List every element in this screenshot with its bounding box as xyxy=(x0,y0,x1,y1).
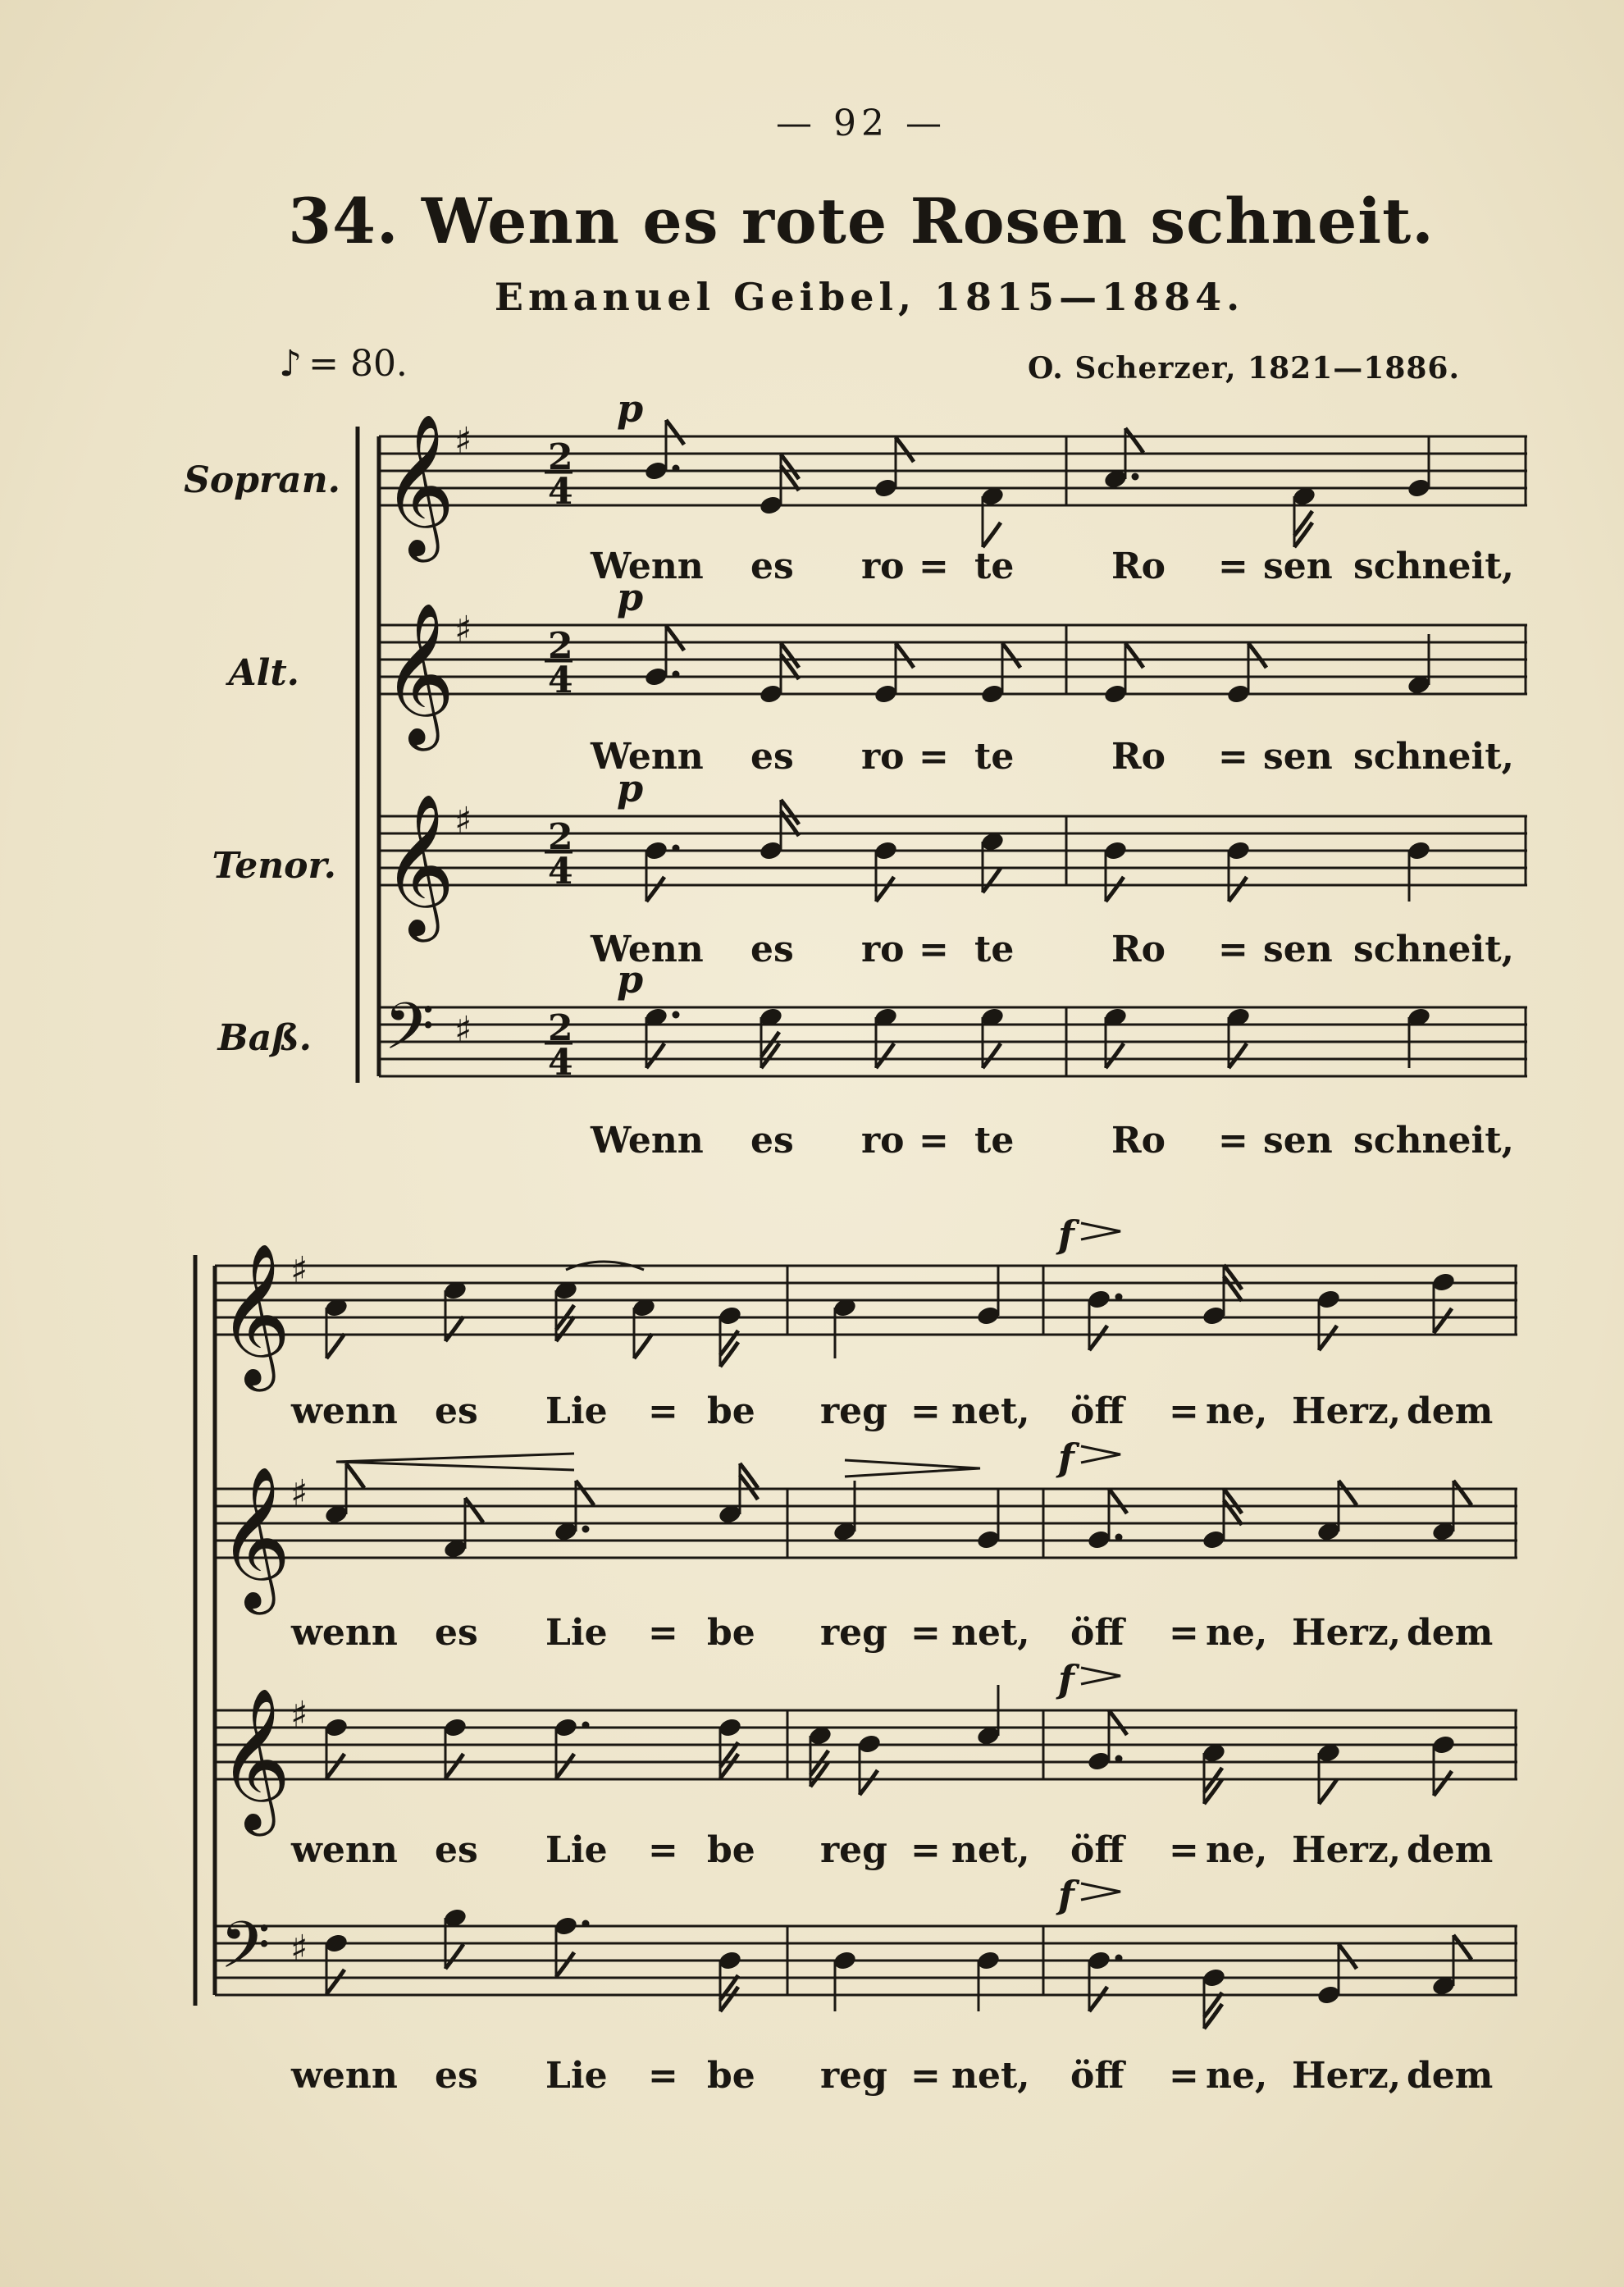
system-2-lyric-row-4-syllable: Lie xyxy=(545,2055,608,2097)
note-dot xyxy=(1115,1955,1122,1961)
treble-clef-icon: 𝄞 xyxy=(382,413,455,556)
system-2-lyric-row-2-syllable: dem xyxy=(1407,1612,1494,1654)
system-1-lyric-row-3-syllable: te xyxy=(974,929,1015,970)
note-flag xyxy=(876,1043,894,1068)
note-flag xyxy=(1453,1481,1471,1505)
system-2-lyric-row-4-syllable: net, xyxy=(951,2055,1030,2097)
note-flag xyxy=(556,1754,574,1778)
note-flag xyxy=(1319,1326,1337,1350)
system-2-lyric-row-3-syllable: = xyxy=(648,1829,678,1871)
system-1-lyric-row-3-syllable: = xyxy=(1218,929,1248,970)
note-dot xyxy=(582,1526,589,1532)
system-1-lyric-row-3-syllable: sen xyxy=(1263,929,1333,970)
note-dot xyxy=(1115,1294,1122,1300)
note-flag xyxy=(1106,877,1124,902)
note-flag xyxy=(1453,1935,1471,1960)
note-flag xyxy=(1109,1710,1127,1735)
note-flag xyxy=(556,1952,574,1977)
system-2-lyric-row-2-syllable: öff xyxy=(1070,1612,1124,1654)
note-dot xyxy=(673,465,679,472)
note-flag xyxy=(983,523,1001,547)
note-dot xyxy=(673,1011,679,1018)
note-flag xyxy=(896,643,914,668)
system-1-lyric-row-4-syllable: Wenn xyxy=(591,1120,704,1162)
system-2-lyric-row-1-syllable: reg xyxy=(820,1390,887,1432)
note-flag xyxy=(1106,1043,1124,1068)
note-flag xyxy=(876,877,894,902)
dynamic-f: f xyxy=(1058,1873,1074,1917)
system-2-lyric-row-1-syllable: öff xyxy=(1070,1390,1124,1432)
system-2-lyric-row-4-syllable: wenn xyxy=(291,2055,398,2097)
system-2-lyric-row-4-syllable: = xyxy=(648,2055,678,2097)
treble-clef-icon: 𝄞 xyxy=(218,1466,291,1609)
voice-label-alto: Alt. xyxy=(228,652,299,694)
note-dot xyxy=(582,1920,589,1927)
note-flag xyxy=(445,1317,463,1341)
system-1-lyric-row-4-syllable: = xyxy=(919,1120,949,1162)
time-signature-top: 2 xyxy=(548,625,573,667)
note-flag xyxy=(1339,1944,1357,1969)
system-2-lyric-row-3-syllable: wenn xyxy=(291,1829,398,1871)
system-2-lyric-row-3-syllable: Herz, xyxy=(1292,1829,1402,1871)
decrescendo-hairpin xyxy=(845,1460,980,1477)
note-dot xyxy=(582,1722,589,1728)
system-2-lyric-row-1-syllable: = xyxy=(1169,1390,1199,1432)
system-2-lyric-row-4-syllable: dem xyxy=(1407,2055,1494,2097)
system-2-lyric-row-1-syllable: = xyxy=(648,1390,678,1432)
system-2-lyric-row-3-syllable: es xyxy=(435,1829,478,1871)
note-flag xyxy=(576,1481,594,1505)
note-flag xyxy=(896,437,914,462)
system-1-lyric-row-4-syllable: sen xyxy=(1263,1120,1333,1162)
key-sharp-icon: ♯ xyxy=(290,1928,308,1970)
note-flag xyxy=(1319,1779,1337,1804)
system-2-lyric-row-2-syllable: Lie xyxy=(545,1612,608,1654)
system-2-lyric-row-1-syllable: net, xyxy=(951,1390,1030,1432)
system-1-lyric-row-3-syllable: es xyxy=(750,929,794,970)
system-1-lyric-row-2-syllable: Ro xyxy=(1111,736,1166,778)
crescendo-hairpin xyxy=(336,1454,574,1470)
voice-label-tenor: Tenor. xyxy=(212,845,336,887)
accent-icon xyxy=(1081,1446,1120,1463)
system-1-lyric-row-1-syllable: es xyxy=(750,546,794,587)
note-flag xyxy=(666,626,684,650)
system-2-lyric-row-4-syllable: ne, xyxy=(1206,2055,1268,2097)
note-flag xyxy=(1434,1308,1452,1333)
voice-label-soprano: Sopran. xyxy=(184,459,340,501)
note-flag xyxy=(1125,428,1143,453)
key-sharp-icon: ♯ xyxy=(454,1009,472,1051)
system-2-lyric-row-1-syllable: ne, xyxy=(1206,1390,1268,1432)
time-signature-bottom: 4 xyxy=(548,471,573,513)
system-2-lyric-row-4-syllable: = xyxy=(1169,2055,1199,2097)
accent-icon xyxy=(1081,1668,1120,1684)
system-1-lyric-row-1-syllable: schneit, xyxy=(1353,546,1514,587)
note-flag xyxy=(465,1498,483,1522)
system-1-lyric-row-2-syllable: ro xyxy=(861,736,905,778)
system-1-lyric-row-2-syllable: = xyxy=(1218,736,1248,778)
page-number: — 92 — xyxy=(776,103,947,144)
note-flag xyxy=(326,1970,344,1994)
treble-clef-icon: 𝄞 xyxy=(218,1687,291,1830)
key-sharp-icon: ♯ xyxy=(454,420,472,462)
note-flag xyxy=(1248,643,1266,668)
system-2-lyric-row-3-syllable: = xyxy=(1169,1829,1199,1871)
system-1-lyric-row-2-syllable: te xyxy=(974,736,1015,778)
system-1-lyric-row-2-syllable: Wenn xyxy=(591,736,704,778)
system-1-lyric-row-2-syllable: schneit, xyxy=(1353,736,1514,778)
note-flag xyxy=(860,1770,878,1795)
time-signature-top: 2 xyxy=(548,816,573,858)
system-2-lyric-row-3-syllable: ne, xyxy=(1206,1829,1268,1871)
system-2-lyric-row-1-syllable: Lie xyxy=(545,1390,608,1432)
dynamic-p: p xyxy=(617,386,644,431)
system-2-lyric-row-2-syllable: = xyxy=(910,1612,941,1654)
system-1-lyric-row-4-syllable: te xyxy=(974,1120,1015,1162)
system-1-lyric-row-1-syllable: Ro xyxy=(1111,546,1166,587)
eighth-note-icon: ♪ xyxy=(279,343,303,385)
note-flag xyxy=(646,877,664,902)
note-flag xyxy=(1229,1043,1247,1068)
note-flag xyxy=(983,1043,1001,1068)
system-1-lyric-row-3-syllable: = xyxy=(919,929,949,970)
system-2-lyric-row-2-syllable: ne, xyxy=(1206,1612,1268,1654)
system-1-lyric-row-1-syllable: = xyxy=(1218,546,1248,587)
note-flag xyxy=(1434,1771,1452,1796)
time-signature-bottom: 4 xyxy=(548,660,573,701)
system-1-lyric-row-1-syllable: = xyxy=(919,546,949,587)
system-2-lyric-row-3-syllable: = xyxy=(910,1829,941,1871)
note-flag xyxy=(445,1944,463,1969)
note-flag xyxy=(1339,1481,1357,1505)
system-2-lyric-row-4-syllable: öff xyxy=(1070,2055,1124,2097)
note-flag xyxy=(1109,1489,1127,1513)
system-2-lyric-row-1-syllable: dem xyxy=(1407,1390,1494,1432)
voice-label-bass: Baß. xyxy=(217,1017,312,1059)
system-1-lyric-row-1-syllable: Wenn xyxy=(591,546,704,587)
dynamic-p: p xyxy=(617,766,644,810)
note-flag xyxy=(1125,643,1143,668)
time-signature-bottom: 4 xyxy=(548,851,573,892)
system-1-lyric-row-1-syllable: ro xyxy=(861,546,905,587)
system-2-lyric-row-4-syllable: be xyxy=(707,2055,755,2097)
system-2-lyric-row-2-syllable: net, xyxy=(951,1612,1030,1654)
key-sharp-icon: ♯ xyxy=(454,800,472,842)
system-1-lyric-row-3-syllable: ro xyxy=(861,929,905,970)
system-2-lyric-row-1-syllable: wenn xyxy=(291,1390,398,1432)
accent-icon xyxy=(1081,1223,1120,1239)
bass-clef-icon: 𝄢 xyxy=(384,988,435,1080)
system-1-lyric-row-1-syllable: sen xyxy=(1263,546,1333,587)
time-signature-top: 2 xyxy=(548,1007,573,1049)
dynamic-f: f xyxy=(1058,1436,1074,1480)
time-signature-bottom: 4 xyxy=(548,1042,573,1084)
note-flag xyxy=(666,420,684,445)
system-2-lyric-row-4-syllable: es xyxy=(435,2055,478,2097)
system-2-lyric-row-4-syllable: = xyxy=(910,2055,941,2097)
system-1-lyric-row-2-syllable: sen xyxy=(1263,736,1333,778)
system-2-lyric-row-1-syllable: Herz, xyxy=(1292,1390,1402,1432)
system-2-lyric-row-2-syllable: be xyxy=(707,1612,755,1654)
accent-icon xyxy=(1081,1883,1120,1900)
note-dot xyxy=(673,671,679,678)
system-1-lyric-row-4-syllable: ro xyxy=(861,1120,905,1162)
treble-clef-icon: 𝄞 xyxy=(382,602,455,745)
system-2-lyric-row-2-syllable: es xyxy=(435,1612,478,1654)
system-2-lyric-row-2-syllable: reg xyxy=(820,1612,887,1654)
note-flag xyxy=(983,868,1001,892)
note-dot xyxy=(1132,473,1138,480)
time-signature-top: 2 xyxy=(548,436,573,478)
note-flag xyxy=(634,1334,652,1358)
system-1-lyric-row-1-syllable: te xyxy=(974,546,1015,587)
key-sharp-icon: ♯ xyxy=(454,609,472,650)
system-2-lyric-row-3-syllable: reg xyxy=(820,1829,887,1871)
note-flag xyxy=(1002,643,1020,668)
poet-credit: Emanuel Geibel, 1815—1884. xyxy=(494,275,1245,319)
note-flag xyxy=(646,1043,664,1068)
bass-clef-icon: 𝄢 xyxy=(220,1907,271,1999)
system-2-lyric-row-2-syllable: Herz, xyxy=(1292,1612,1402,1654)
note-dot xyxy=(1115,1534,1122,1541)
note-dot xyxy=(673,845,679,851)
dynamic-f: f xyxy=(1058,1657,1074,1701)
note-flag xyxy=(326,1754,344,1778)
dynamic-p: p xyxy=(617,957,644,1002)
system-2-lyric-row-3-syllable: öff xyxy=(1070,1829,1124,1871)
dynamic-f: f xyxy=(1058,1212,1074,1257)
note-flag xyxy=(346,1463,364,1488)
system-2-lyric-row-1-syllable: = xyxy=(910,1390,941,1432)
system-2-lyric-row-3-syllable: Lie xyxy=(545,1829,608,1871)
treble-clef-icon: 𝄞 xyxy=(382,793,455,936)
system-2-lyric-row-3-syllable: net, xyxy=(951,1829,1030,1871)
system-2-lyric-row-2-syllable: wenn xyxy=(291,1612,398,1654)
note-dot xyxy=(1115,1755,1122,1762)
system-2-lyric-row-1-syllable: es xyxy=(435,1390,478,1432)
system-2-lyric-row-2-syllable: = xyxy=(1169,1612,1199,1654)
system-2-lyric-row-3-syllable: be xyxy=(707,1829,755,1871)
system-1-lyric-row-3-syllable: Wenn xyxy=(591,929,704,970)
system-2-lyric-row-4-syllable: reg xyxy=(820,2055,887,2097)
song-title: 34. Wenn es rote Rosen schneit. xyxy=(288,185,1435,258)
system-1-lyric-row-4-syllable: = xyxy=(1218,1120,1248,1162)
key-sharp-icon: ♯ xyxy=(290,1472,308,1514)
system-1-lyric-row-4-syllable: Ro xyxy=(1111,1120,1166,1162)
system-1-lyric-row-2-syllable: = xyxy=(919,736,949,778)
treble-clef-icon: 𝄞 xyxy=(218,1243,291,1385)
note-flag xyxy=(1229,877,1247,902)
system-1-lyric-row-3-syllable: Ro xyxy=(1111,929,1166,970)
dynamic-p: p xyxy=(617,575,644,619)
note-flag xyxy=(326,1334,344,1358)
system-2-lyric-row-2-syllable: = xyxy=(648,1612,678,1654)
system-1-lyric-row-2-syllable: es xyxy=(750,736,794,778)
system-2-lyric-row-4-syllable: Herz, xyxy=(1292,2055,1402,2097)
system-1-lyric-row-4-syllable: schneit, xyxy=(1353,1120,1514,1162)
system-2-lyric-row-1-syllable: be xyxy=(707,1390,755,1432)
tempo-value: = 80. xyxy=(308,343,408,385)
system-2-lyric-row-3-syllable: dem xyxy=(1407,1829,1494,1871)
key-sharp-icon: ♯ xyxy=(290,1249,308,1291)
note-flag xyxy=(1089,1987,1107,2011)
note-flag xyxy=(1089,1326,1107,1350)
system-1-lyric-row-4-syllable: es xyxy=(750,1120,794,1162)
key-sharp-icon: ♯ xyxy=(290,1694,308,1736)
note-flag xyxy=(445,1754,463,1778)
composer-credit: O. Scherzer, 1821—1886. xyxy=(1028,351,1460,386)
system-1-lyric-row-3-syllable: schneit, xyxy=(1353,929,1514,970)
